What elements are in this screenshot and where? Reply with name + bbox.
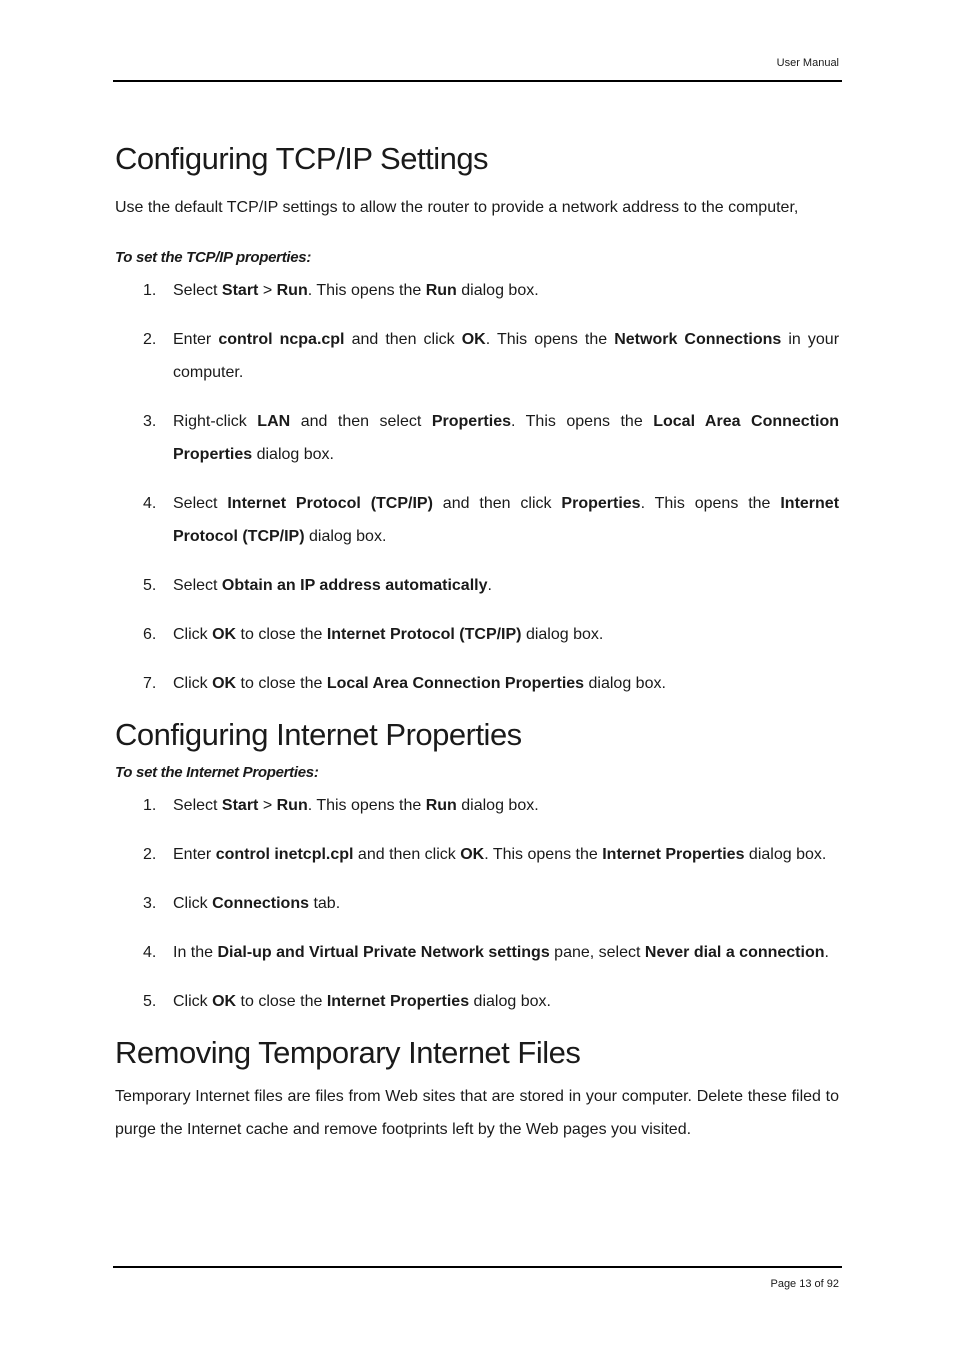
running-header: User Manual [776, 57, 839, 69]
list-item: 2. Enter control inetcpl.cpl and then click OK. This opens the Internet Properties dialog box. [115, 838, 839, 871]
step-number: 4. [143, 944, 157, 962]
page-number: Page 13 of 92 [770, 1278, 839, 1290]
list-item: 3. Right-click LAN and then select Properties. This opens the Local Area Connection Properties dialog box. [115, 405, 839, 471]
step-number: 7. [143, 675, 157, 693]
section-body-temp-files: Temporary Internet files are files from Web sites that are stored in your computer. Delete these filed to purge the Internet cache and remove footprints left by the Web pages you visited. [115, 1087, 839, 1138]
subheading-tcpip: To set the TCP/IP properties: [115, 249, 312, 267]
list-item: 6. Click OK to close the Internet Protocol (TCP/IP) dialog box. [115, 618, 839, 651]
step-number: 1. [143, 797, 157, 815]
steps-list-tcpip [115, 274, 839, 700]
step-number: 2. [143, 846, 157, 864]
list-item: 5. Select Obtain an IP address automatically. [115, 569, 839, 602]
step-number: 6. [143, 626, 157, 644]
step-number: 2. [143, 331, 157, 349]
step-number: 5. [143, 993, 157, 1011]
step-number: 1. [143, 282, 157, 300]
subheading-internet-properties: To set the Internet Properties: [115, 764, 319, 782]
step-number: 3. [143, 413, 157, 431]
footer-divider [113, 1266, 842, 1268]
list-item: 5. Click OK to close the Internet Properties dialog box. [115, 985, 839, 1018]
step-number: 3. [143, 895, 157, 913]
list-item: 7. Click OK to close the Local Area Connection Properties dialog box. [115, 667, 839, 700]
step-number: 4. [143, 495, 157, 513]
page-content [115, 140, 839, 1146]
list-item: 1. Select Start > Run. This opens the Run dialog box. [115, 789, 839, 822]
header-divider [113, 80, 842, 82]
list-item: 2. Enter control ncpa.cpl and then click OK. This opens the Network Connections in your computer. [115, 323, 839, 389]
list-item: 4. In the Dial-up and Virtual Private Network settings pane, select Never dial a connection. [115, 936, 839, 969]
step-number: 5. [143, 577, 157, 595]
list-item: 1. Select Start > Run. This opens the Run dialog box. [115, 274, 839, 307]
section-title-tcpip: Configuring TCP/IP Settings [115, 141, 489, 176]
steps-list-internet-properties [115, 789, 839, 1018]
section-intro-tcpip: Use the default TCP/IP settings to allow the router to provide a network address to the computer, [115, 199, 799, 217]
list-item: 3. Click Connections tab. [115, 887, 839, 920]
list-item: 4. Select Internet Protocol (TCP/IP) and then click Properties. This opens the Internet Protocol (TCP/IP) dialog box. [115, 487, 839, 553]
section-title-temp-files: Removing Temporary Internet Files [115, 1035, 581, 1071]
section-title-internet-properties: Configuring Internet Properties [115, 717, 522, 753]
